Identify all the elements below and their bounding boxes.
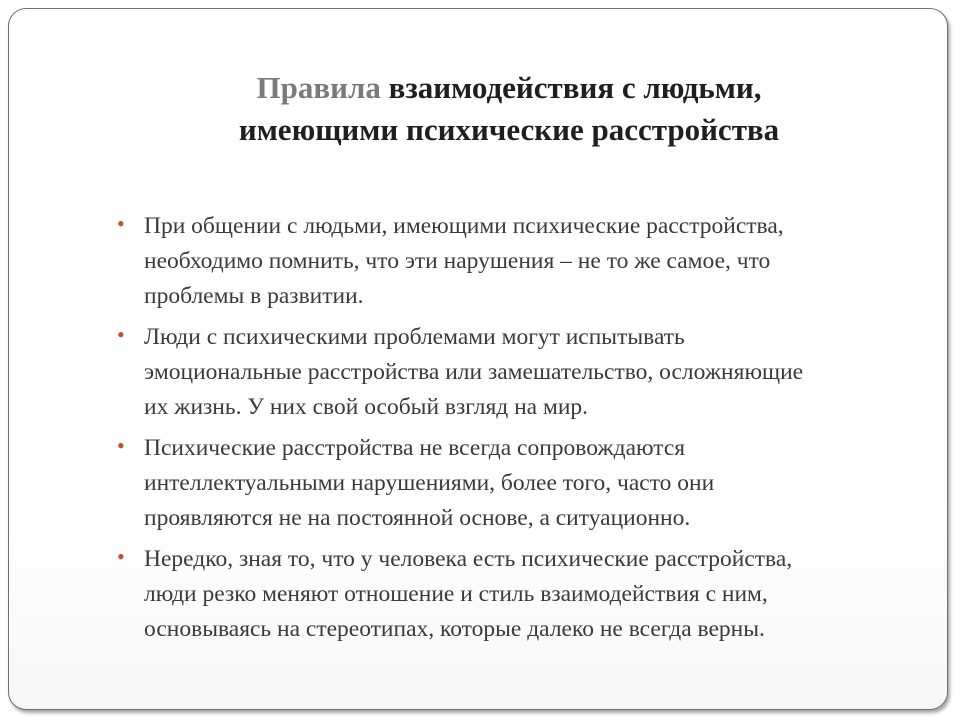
slide-title xyxy=(129,67,889,151)
bullet-line: Люди с психическими проблемами могут испытывать xyxy=(144,324,685,350)
bullet-dot-icon: • xyxy=(117,322,125,347)
bullet-item xyxy=(117,431,907,536)
bullet-dot-icon: • xyxy=(117,544,125,569)
bullet-line: люди резко меняют отношение и стиль взаимодействия с ним, xyxy=(144,581,768,607)
bullet-line: необходимо помнить, что эти нарушения – не то же самое, что xyxy=(144,248,771,274)
slide-frame xyxy=(8,8,948,710)
bullet-dot-icon: • xyxy=(117,433,125,458)
title-line1-rest: взаимодействия с людьми, xyxy=(380,70,762,105)
bullet-line: Нередко, зная то, что у человека есть психические расстройства, xyxy=(144,546,793,572)
title-accent-word: Правила xyxy=(256,70,381,105)
bullet-item xyxy=(117,542,907,647)
title-line2: имеющими психические расстройства xyxy=(238,112,780,147)
bullet-item xyxy=(117,320,907,425)
bullet-line: проявляются не на постоянной основе, а ситуационно. xyxy=(144,505,691,531)
bullet-line: При общении с людьми, имеющими психические расстройства, xyxy=(144,213,784,239)
bullet-list xyxy=(117,209,907,653)
bullet-line: интеллектуальными нарушениями, более того, часто они xyxy=(144,470,715,496)
bullet-line: эмоциональные расстройства или замешательство, осложняющие xyxy=(144,359,804,385)
bullet-line: их жизнь. У них свой особый взгляд на мир. xyxy=(144,394,589,420)
bullet-dot-icon: • xyxy=(117,211,125,236)
bullet-line: Психические расстройства не всегда сопровождаются xyxy=(144,435,686,461)
bullet-line: проблемы в развитии. xyxy=(144,283,364,309)
bullet-item xyxy=(117,209,907,314)
bullet-line: основываясь на стереотипах, которые далеко не всегда верны. xyxy=(144,616,765,642)
